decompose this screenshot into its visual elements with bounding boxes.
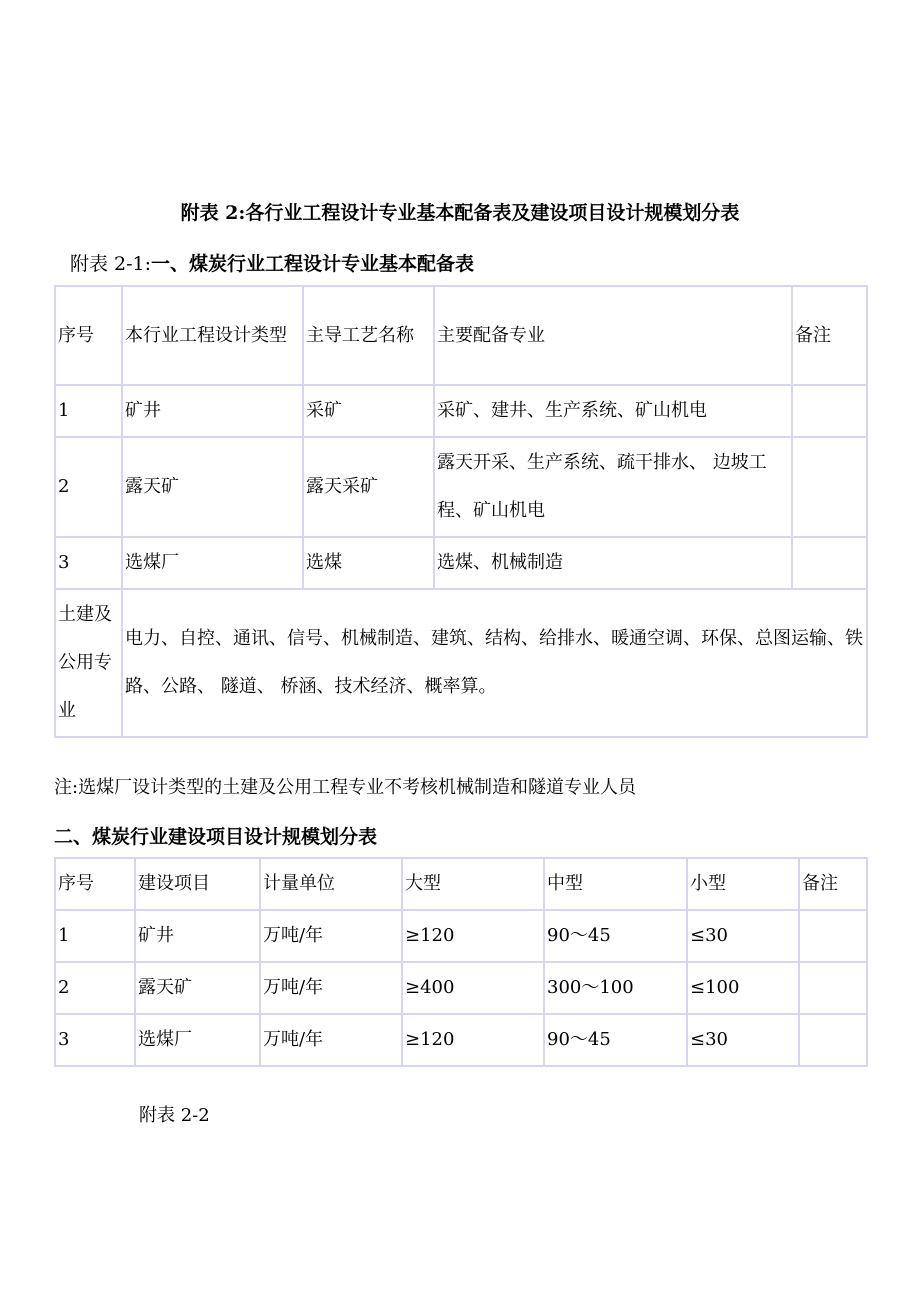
row-small: ≤30 xyxy=(687,910,799,962)
row-remark xyxy=(792,537,867,589)
table-row xyxy=(55,910,867,962)
design-scale-table xyxy=(54,857,868,1067)
row-no: 1 xyxy=(55,910,135,962)
document-title: 附表 2:各行业工程设计专业基本配备表及建设项目设计规模划分表 xyxy=(180,202,740,224)
table1-prefix: 附表 2-1: xyxy=(70,253,152,275)
civil-content: 电力、自控、通讯、信号、机械制造、建筑、结构、给排水、暖通空调、环保、总图运输、铁路、公路、 隧道、 桥涵、技术经济、概率算。 xyxy=(122,589,867,737)
row-type: 露天矿 xyxy=(122,437,303,537)
row-unit: 万吨/年 xyxy=(260,962,402,1014)
header-majors: 主要配备专业 xyxy=(434,286,792,385)
row-small: ≤100 xyxy=(687,962,799,1014)
row-large: ≥120 xyxy=(402,1014,544,1066)
row-small: ≤30 xyxy=(687,1014,799,1066)
table2-heading: 二、煤炭行业建设项目设计规模划分表 xyxy=(54,826,378,848)
row-unit: 万吨/年 xyxy=(260,1014,402,1066)
row-majors: 采矿、建井、生产系统、矿山机电 xyxy=(434,385,792,437)
row-remark xyxy=(799,1014,867,1066)
table-header-row xyxy=(55,286,867,385)
table-row xyxy=(55,962,867,1014)
row-no: 3 xyxy=(55,537,122,589)
row-process: 采矿 xyxy=(303,385,434,437)
table-row xyxy=(55,385,867,437)
header-item: 建设项目 xyxy=(135,858,260,910)
table-row xyxy=(55,1014,867,1066)
appendix-2-2-label: 附表 2-2 xyxy=(139,1105,210,1126)
row-majors: 露天开采、生产系统、疏干排水、 边坡工程、矿山机电 xyxy=(434,437,792,537)
row-process: 选煤 xyxy=(303,537,434,589)
header-type: 本行业工程设计类型 xyxy=(122,286,303,385)
header-no: 序号 xyxy=(55,858,135,910)
row-type: 选煤厂 xyxy=(122,537,303,589)
table-row xyxy=(55,537,867,589)
row-remark xyxy=(799,910,867,962)
table1-note: 注:选煤厂设计类型的土建及公用工程专业不考核机械制造和隧道专业人员 xyxy=(54,777,637,798)
row-type: 矿井 xyxy=(122,385,303,437)
civil-row xyxy=(55,589,867,737)
header-unit: 计量单位 xyxy=(260,858,402,910)
row-large: ≥400 xyxy=(402,962,544,1014)
row-item: 矿井 xyxy=(135,910,260,962)
header-small: 小型 xyxy=(687,858,799,910)
row-unit: 万吨/年 xyxy=(260,910,402,962)
row-medium: 300～100 xyxy=(544,962,687,1014)
row-remark xyxy=(792,385,867,437)
row-no: 3 xyxy=(55,1014,135,1066)
row-remark xyxy=(792,437,867,537)
row-no: 1 xyxy=(55,385,122,437)
row-majors: 选煤、机械制造 xyxy=(434,537,792,589)
row-process: 露天采矿 xyxy=(303,437,434,537)
row-item: 露天矿 xyxy=(135,962,260,1014)
header-remark: 备注 xyxy=(792,286,867,385)
civil-label: 土建及公用专业 xyxy=(55,589,122,737)
design-specialty-table xyxy=(54,285,868,738)
table-row xyxy=(55,437,867,537)
header-no: 序号 xyxy=(55,286,122,385)
row-remark xyxy=(799,962,867,1014)
table1-heading xyxy=(70,250,474,278)
row-medium: 90～45 xyxy=(544,910,687,962)
table1-title: 一、煤炭行业工程设计专业基本配备表 xyxy=(151,253,475,275)
row-no: 2 xyxy=(55,962,135,1014)
row-item: 选煤厂 xyxy=(135,1014,260,1066)
header-process: 主导工艺名称 xyxy=(303,286,434,385)
header-medium: 中型 xyxy=(544,858,687,910)
row-large: ≥120 xyxy=(402,910,544,962)
header-remark: 备注 xyxy=(799,858,867,910)
row-no: 2 xyxy=(55,437,122,537)
row-medium: 90～45 xyxy=(544,1014,687,1066)
header-large: 大型 xyxy=(402,858,544,910)
table-header-row xyxy=(55,858,867,910)
